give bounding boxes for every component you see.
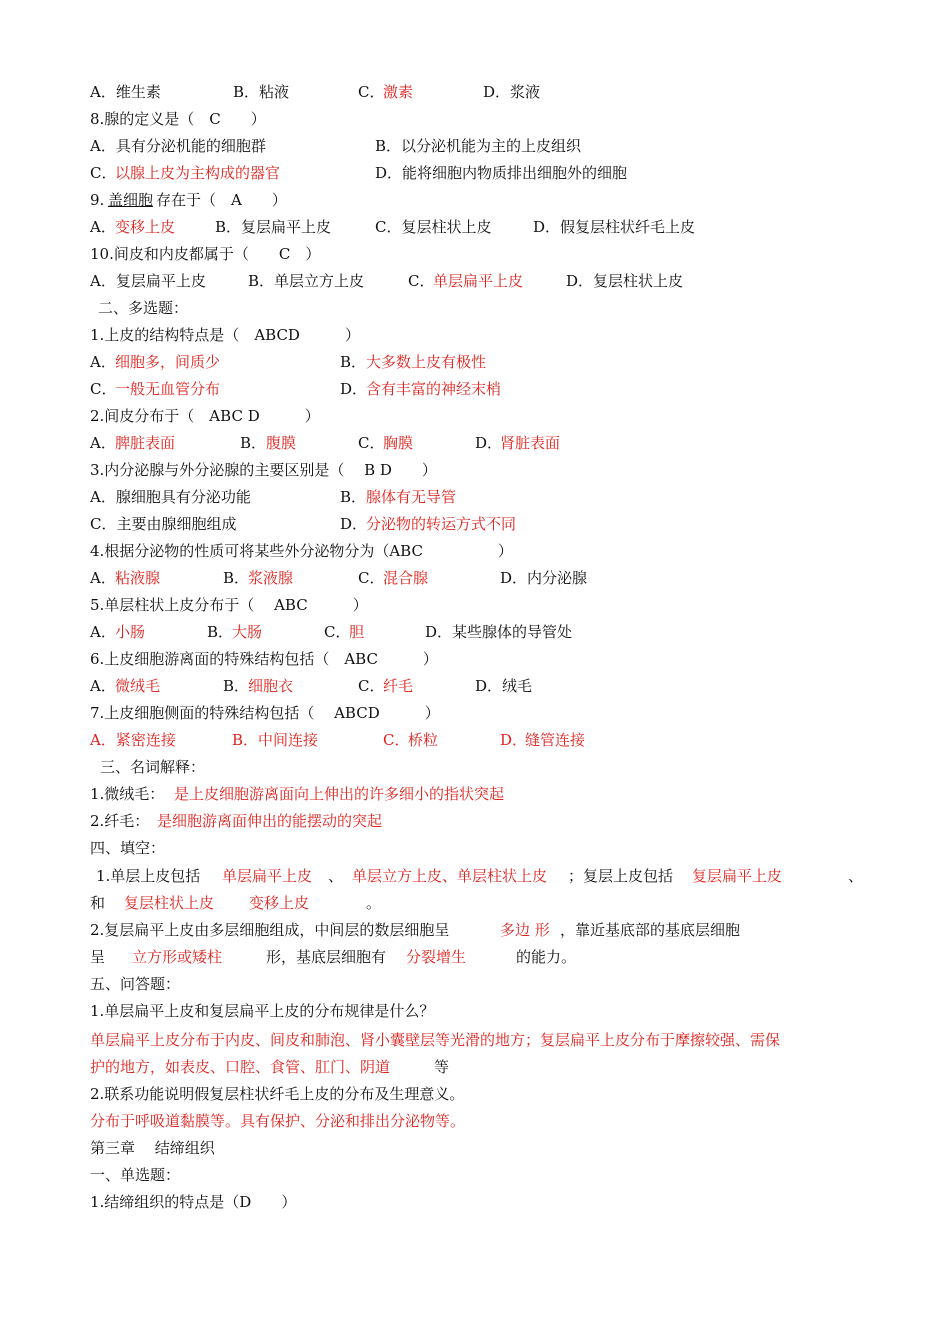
answer-text: 大肠	[232, 623, 263, 641]
answer-text: 复层柱状上皮	[124, 894, 215, 912]
question-text: 。	[366, 894, 382, 912]
question-text: 9.	[90, 191, 105, 209]
answer-text: 桥粒	[408, 731, 439, 749]
answer-text: 中间连接	[258, 731, 319, 749]
answer-text: 是细胞游离面伸出的能摆动的突起	[157, 812, 383, 830]
question-text: 1.微绒毛：	[90, 785, 165, 803]
question-text: B．	[340, 353, 367, 371]
question-text: D．假复层柱状纤毛上皮	[533, 218, 696, 236]
question-text: D．某些腺体的导管处	[425, 623, 573, 641]
question-text: 形，基底层细胞有	[266, 948, 387, 966]
question-text: ；复层上皮包括	[568, 867, 674, 885]
question-text: C．	[358, 677, 385, 695]
question-text: B．	[223, 569, 250, 587]
answer-text: 单层立方上皮、单层柱状上皮	[352, 867, 548, 885]
question-text: C．复层柱状上皮	[375, 218, 492, 236]
question-text: 盖细胞	[108, 191, 154, 209]
question-text: 三、名词解释：	[100, 758, 206, 776]
question-text: A．	[90, 677, 116, 695]
question-text: A．复层扁平上皮	[90, 272, 206, 290]
question-text: C．	[358, 83, 385, 101]
question-text: 2.间皮分布于（ ABC D ）	[90, 407, 320, 425]
answer-text: A．紧密连接	[90, 731, 176, 749]
question-text: 1.单层扁平上皮和复层扁平上皮的分布规律是什么？	[90, 1002, 435, 1020]
answer-text: 腹膜	[266, 434, 297, 452]
question-text: D．	[340, 515, 368, 533]
answer-text: 多边 形	[500, 921, 550, 939]
answer-text: 细胞多，间质少	[115, 353, 221, 371]
answer-text: 分裂增生	[406, 948, 467, 966]
question-text: 4.根据分泌物的性质可将某些外分泌物分为（ABC ）	[90, 542, 513, 560]
answer-text: 纤毛	[383, 677, 414, 695]
answer-text: 单层扁平上皮	[433, 272, 524, 290]
answer-text: 大多数上皮有极性	[366, 353, 487, 371]
answer-text: 护的地方，如表皮、口腔、食管、肛门、阴道	[90, 1058, 391, 1076]
answer-text: 缝管连接	[525, 731, 586, 749]
answer-text: 变移上皮	[249, 894, 310, 912]
answer-text: 立方形或矮柱	[132, 948, 223, 966]
question-text: A．维生素	[90, 83, 161, 101]
question-text: 、	[848, 867, 864, 885]
question-text: A．	[90, 434, 116, 452]
question-text: 一、单选题：	[90, 1166, 181, 1184]
question-text: 存在于（ A ）	[156, 191, 287, 209]
question-text: C．	[324, 623, 351, 641]
question-text: 3.内分泌腺与外分泌腺的主要区别是（ B D ）	[90, 461, 437, 479]
answer-text: C．	[383, 731, 410, 749]
question-text: 10.间皮和内皮都属于（ C ）	[90, 245, 321, 263]
question-text: B．	[223, 677, 250, 695]
question-text: A．	[90, 569, 116, 587]
answer-text: 脾脏表面	[115, 434, 176, 452]
answer-text: 细胞衣	[248, 677, 294, 695]
question-text: A．	[90, 353, 116, 371]
question-text: D．能将细胞内物质排出细胞外的细胞	[375, 164, 628, 182]
question-text: 1.结缔组织的特点是（D ）	[90, 1193, 297, 1211]
answer-text: 粘液腺	[115, 569, 161, 587]
answer-text: 小肠	[115, 623, 146, 641]
question-text: B．单层立方上皮	[248, 272, 365, 290]
question-text: C．	[358, 569, 385, 587]
answer-text: 激素	[383, 83, 414, 101]
question-text: 等	[434, 1058, 450, 1076]
question-text: 8.腺的定义是（ C ）	[90, 110, 266, 128]
question-text: 5.单层柱状上皮分布于（ ABC ）	[90, 596, 368, 614]
question-text: A．腺细胞具有分泌功能	[90, 488, 251, 506]
answer-text: D．	[500, 731, 528, 749]
answer-text: 腺体有无导管	[366, 488, 457, 506]
question-text: D．复层柱状上皮	[566, 272, 684, 290]
answer-text: 胸膜	[383, 434, 414, 452]
question-text: 2.复层扁平上皮由多层细胞组成，中间层的数层细胞呈	[90, 921, 450, 939]
question-text: 6.上皮细胞游离面的特殊结构包括（ ABC ）	[90, 650, 438, 668]
answer-text: 单层扁平上皮	[222, 867, 313, 885]
answer-text: 混合腺	[383, 569, 429, 587]
answer-text: 单层扁平上皮分布于内皮、间皮和肺泡、肾小囊壁层等光滑的地方；复层扁平上皮分布于摩擦较强、需保	[90, 1031, 781, 1049]
question-text: D．浆液	[483, 83, 541, 101]
answer-text: 变移上皮	[115, 218, 176, 236]
question-text: A．	[90, 623, 116, 641]
question-text: 2.纤毛：	[90, 812, 150, 830]
answer-text: 分泌物的转运方式不同	[366, 515, 517, 533]
question-text: B．	[207, 623, 234, 641]
answer-text: 含有丰富的神经末梢	[366, 380, 502, 398]
question-text: 的能力。	[516, 948, 577, 966]
question-text: C．	[90, 380, 117, 398]
question-text: 五、问答题：	[90, 975, 181, 993]
answer-text: 肾脏表面	[500, 434, 561, 452]
answer-text: 微绒毛	[115, 677, 161, 695]
question-text: 第三章 结缔组织	[90, 1139, 215, 1157]
question-text: 二、多选题：	[98, 299, 189, 317]
question-text: B．以分泌机能为主的上皮组织	[375, 137, 582, 155]
answer-text: 一般无血管分布	[115, 380, 221, 398]
question-text: 2.联系功能说明假复层柱状纤毛上皮的分布及生理意义。	[90, 1085, 465, 1103]
question-text: 1.单层上皮包括	[96, 867, 201, 885]
question-text: C．主要由腺细胞组成	[90, 515, 237, 533]
answer-text: 是上皮细胞游离面向上伸出的许多细小的指状突起	[174, 785, 505, 803]
question-text: 和	[90, 894, 106, 912]
question-text: D．	[340, 380, 368, 398]
answer-text: 以腺上皮为主构成的器官	[115, 164, 281, 182]
question-text: 1.上皮的结构特点是（ ABCD ）	[90, 326, 360, 344]
answer-text: 复层扁平上皮	[692, 867, 783, 885]
question-text: B．复层扁平上皮	[215, 218, 332, 236]
question-text: B．	[340, 488, 367, 506]
answer-text: 分布于呼吸道黏膜等。具有保护、分泌和排出分泌物等。	[90, 1112, 466, 1130]
question-text: 四、填空：	[90, 839, 166, 857]
question-text: D．	[475, 434, 503, 452]
question-text: 7.上皮细胞侧面的特殊结构包括（ ABCD ）	[90, 704, 440, 722]
question-text: B．粘液	[233, 83, 290, 101]
question-text: C．	[90, 164, 117, 182]
answer-text: B．	[232, 731, 259, 749]
question-text: 呈	[90, 948, 106, 966]
question-text: A．	[90, 218, 116, 236]
question-text: A．具有分泌机能的细胞群	[90, 137, 266, 155]
question-text: 、	[328, 867, 344, 885]
question-text: B．	[240, 434, 267, 452]
question-text: ，靠近基底部的基底层细胞	[560, 921, 741, 939]
question-text: C．	[408, 272, 435, 290]
question-text: D．绒毛	[475, 677, 533, 695]
question-text: C．	[358, 434, 385, 452]
answer-text: 胆	[349, 623, 365, 641]
answer-text: 浆液腺	[248, 569, 294, 587]
question-text: D．内分泌腺	[500, 569, 588, 587]
